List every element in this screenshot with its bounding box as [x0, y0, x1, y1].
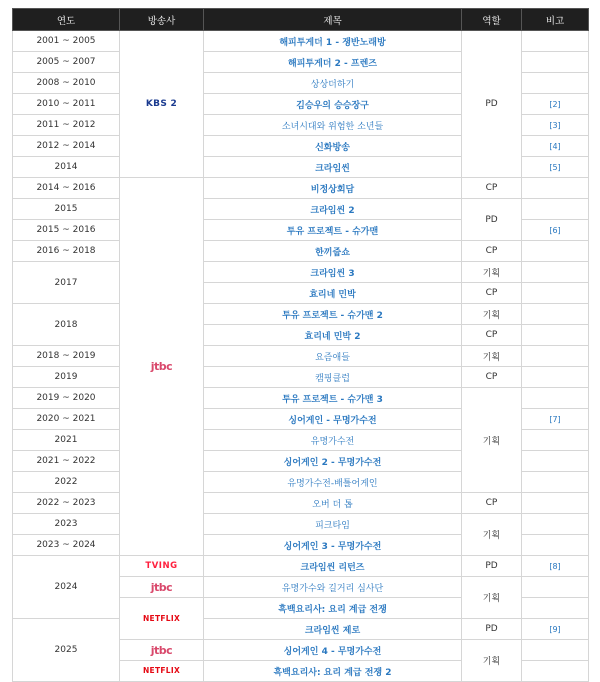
note-cell[interactable] — [522, 52, 589, 73]
table-header-row — [13, 9, 589, 31]
note-cell[interactable] — [522, 367, 589, 388]
title-link[interactable]: 크라임씬 — [204, 157, 462, 178]
year-cell: 2022 ~ 2023 — [13, 493, 120, 514]
title-link[interactable]: 유명가수전-배틀어게인 — [204, 472, 462, 493]
year-cell: 2019 — [13, 367, 120, 388]
year-cell: 2023 — [13, 514, 120, 535]
table-row — [13, 346, 589, 367]
jtbc-logo: jtbc — [150, 643, 173, 657]
broadcaster-cell — [120, 661, 204, 682]
header-note: 비고 — [522, 9, 589, 31]
year-cell: 2018 ~ 2019 — [13, 346, 120, 367]
broadcaster-cell — [120, 577, 204, 598]
year-cell: 2019 ~ 2020 — [13, 388, 120, 409]
title-link[interactable]: 크라임씬 2 — [204, 199, 462, 220]
note-cell[interactable]: [8] — [522, 556, 589, 577]
netflix-logo: NETFLIX — [142, 613, 181, 623]
note-cell[interactable] — [522, 262, 589, 283]
role-cell: 기획 — [462, 304, 522, 325]
title-link[interactable]: 유명가수와 길거리 심사단 — [204, 577, 462, 598]
title-link[interactable]: 비정상회담 — [204, 178, 462, 199]
note-cell[interactable]: [4] — [522, 136, 589, 157]
year-cell: 2020 ~ 2021 — [13, 409, 120, 430]
note-cell[interactable] — [522, 346, 589, 367]
note-cell[interactable] — [522, 661, 589, 682]
role-cell: CP — [462, 178, 522, 199]
year-cell: 2011 ~ 2012 — [13, 115, 120, 136]
header-broadcaster: 방송사 — [120, 9, 204, 31]
note-cell[interactable] — [522, 304, 589, 325]
role-cell: CP — [462, 283, 522, 304]
note-cell[interactable]: [6] — [522, 220, 589, 241]
role-cell: PD — [462, 199, 522, 241]
note-cell[interactable]: [5] — [522, 157, 589, 178]
kbs2-logo: KBS 2 — [145, 99, 178, 109]
title-link[interactable]: 소녀시대와 위험한 소년들 — [204, 115, 462, 136]
title-link[interactable]: 신화방송 — [204, 136, 462, 157]
title-link[interactable]: 요즘애들 — [204, 346, 462, 367]
jtbc-logo: jtbc — [150, 580, 173, 594]
year-cell: 2010 ~ 2011 — [13, 94, 120, 115]
title-link[interactable]: 투유 프로젝트 - 슈가맨 3 — [204, 388, 462, 409]
table-row — [13, 262, 589, 283]
role-cell: CP — [462, 493, 522, 514]
title-link[interactable]: 크라임씬 제로 — [204, 619, 462, 640]
title-link[interactable]: 투유 프로젝트 - 슈가맨 2 — [204, 304, 462, 325]
title-link[interactable]: 유명가수전 — [204, 430, 462, 451]
note-cell[interactable] — [522, 31, 589, 52]
title-link[interactable]: 김승우의 승승장구 — [204, 94, 462, 115]
year-cell: 2024 — [13, 556, 120, 619]
role-cell: 기획 — [462, 262, 522, 283]
year-cell: 2015 — [13, 199, 120, 220]
year-cell: 2015 ~ 2016 — [13, 220, 120, 241]
title-link[interactable]: 싱어게인 4 - 무명가수전 — [204, 640, 462, 661]
year-cell: 2022 — [13, 472, 120, 493]
title-link[interactable]: 효리네 민박 2 — [204, 325, 462, 346]
note-cell[interactable] — [522, 472, 589, 493]
table-row — [13, 241, 589, 262]
filmography-table — [12, 8, 589, 682]
jtbc-logo: jtbc — [150, 360, 173, 373]
table-row — [13, 304, 589, 325]
broadcaster-cell — [120, 556, 204, 577]
title-link[interactable]: 피크타임 — [204, 514, 462, 535]
title-link[interactable]: 흑백요리사: 요리 계급 전쟁 — [204, 598, 462, 619]
tving-logo: TVING — [145, 561, 178, 571]
role-cell: PD — [462, 556, 522, 577]
note-cell[interactable] — [522, 598, 589, 619]
title-link[interactable]: 크라임씬 리턴즈 — [204, 556, 462, 577]
note-cell[interactable]: [2] — [522, 94, 589, 115]
year-cell: 2012 ~ 2014 — [13, 136, 120, 157]
note-cell[interactable]: [7] — [522, 409, 589, 430]
year-cell: 2018 — [13, 304, 120, 346]
note-cell[interactable] — [522, 640, 589, 661]
table-row — [13, 493, 589, 514]
title-link[interactable]: 투유 프로젝트 - 슈가맨 — [204, 220, 462, 241]
year-cell: 2001 ~ 2005 — [13, 31, 120, 52]
role-cell: 기획 — [462, 388, 522, 493]
table-row — [13, 367, 589, 388]
table-row — [13, 178, 589, 199]
role-cell: CP — [462, 241, 522, 262]
year-cell: 2025 — [13, 619, 120, 682]
note-cell[interactable] — [522, 493, 589, 514]
role-cell: CP — [462, 367, 522, 388]
broadcaster-cell — [120, 640, 204, 661]
year-cell: 2005 ~ 2007 — [13, 52, 120, 73]
role-cell: 기획 — [462, 514, 522, 556]
role-cell: PD — [462, 619, 522, 640]
broadcaster-cell — [120, 178, 204, 556]
role-cell: 기획 — [462, 577, 522, 619]
note-cell[interactable] — [522, 388, 589, 409]
note-cell[interactable] — [522, 514, 589, 535]
title-link[interactable]: 효리네 민박 — [204, 283, 462, 304]
year-cell: 2021 ~ 2022 — [13, 451, 120, 472]
note-cell[interactable] — [522, 577, 589, 598]
note-cell[interactable] — [522, 241, 589, 262]
title-link[interactable]: 오버 더 톱 — [204, 493, 462, 514]
table-row — [13, 388, 589, 409]
note-cell[interactable] — [522, 283, 589, 304]
title-link[interactable]: 싱어게인 3 - 무명가수전 — [204, 535, 462, 556]
year-cell: 2023 ~ 2024 — [13, 535, 120, 556]
broadcaster-cell — [120, 598, 204, 640]
title-link[interactable]: 싱어게인 - 무명가수전 — [204, 409, 462, 430]
title-link[interactable]: 싱어게인 2 - 무명가수전 — [204, 451, 462, 472]
role-cell: 기획 — [462, 640, 522, 682]
table-row — [13, 31, 589, 52]
title-link[interactable]: 크라임씬 3 — [204, 262, 462, 283]
title-link[interactable]: 해피투게더 1 - 쟁반노래방 — [204, 31, 462, 52]
role-cell: CP — [462, 325, 522, 346]
table-row — [13, 556, 589, 577]
note-cell[interactable] — [522, 325, 589, 346]
note-cell[interactable] — [522, 535, 589, 556]
header-year: 연도 — [13, 9, 120, 31]
title-link[interactable]: 한끼줍쇼 — [204, 241, 462, 262]
year-cell: 2014 — [13, 157, 120, 178]
broadcaster-cell — [120, 31, 204, 178]
year-cell: 2014 ~ 2016 — [13, 178, 120, 199]
title-link[interactable]: 해피투게더 2 - 프렌즈 — [204, 52, 462, 73]
note-cell[interactable]: [3] — [522, 115, 589, 136]
filmography-table-wrapper — [12, 8, 588, 682]
title-link[interactable]: 상상더하기 — [204, 73, 462, 94]
year-cell: 2021 — [13, 430, 120, 451]
note-cell[interactable] — [522, 199, 589, 220]
header-title: 제목 — [204, 9, 462, 31]
netflix-logo: NETFLIX — [142, 666, 181, 675]
title-link[interactable]: 흑백요리사: 요리 계급 전쟁 2 — [204, 661, 462, 682]
note-cell[interactable]: [9] — [522, 619, 589, 640]
year-cell: 2008 ~ 2010 — [13, 73, 120, 94]
role-cell: 기획 — [462, 346, 522, 367]
year-cell: 2016 ~ 2018 — [13, 241, 120, 262]
header-role: 역할 — [462, 9, 522, 31]
table-row — [13, 199, 589, 220]
note-cell[interactable] — [522, 451, 589, 472]
table-row — [13, 619, 589, 640]
year-cell: 2017 — [13, 262, 120, 304]
note-cell[interactable] — [522, 73, 589, 94]
note-cell[interactable] — [522, 178, 589, 199]
title-link[interactable]: 캠핑클럽 — [204, 367, 462, 388]
role-cell: PD — [462, 31, 522, 178]
table-row — [13, 514, 589, 535]
note-cell[interactable] — [522, 430, 589, 451]
